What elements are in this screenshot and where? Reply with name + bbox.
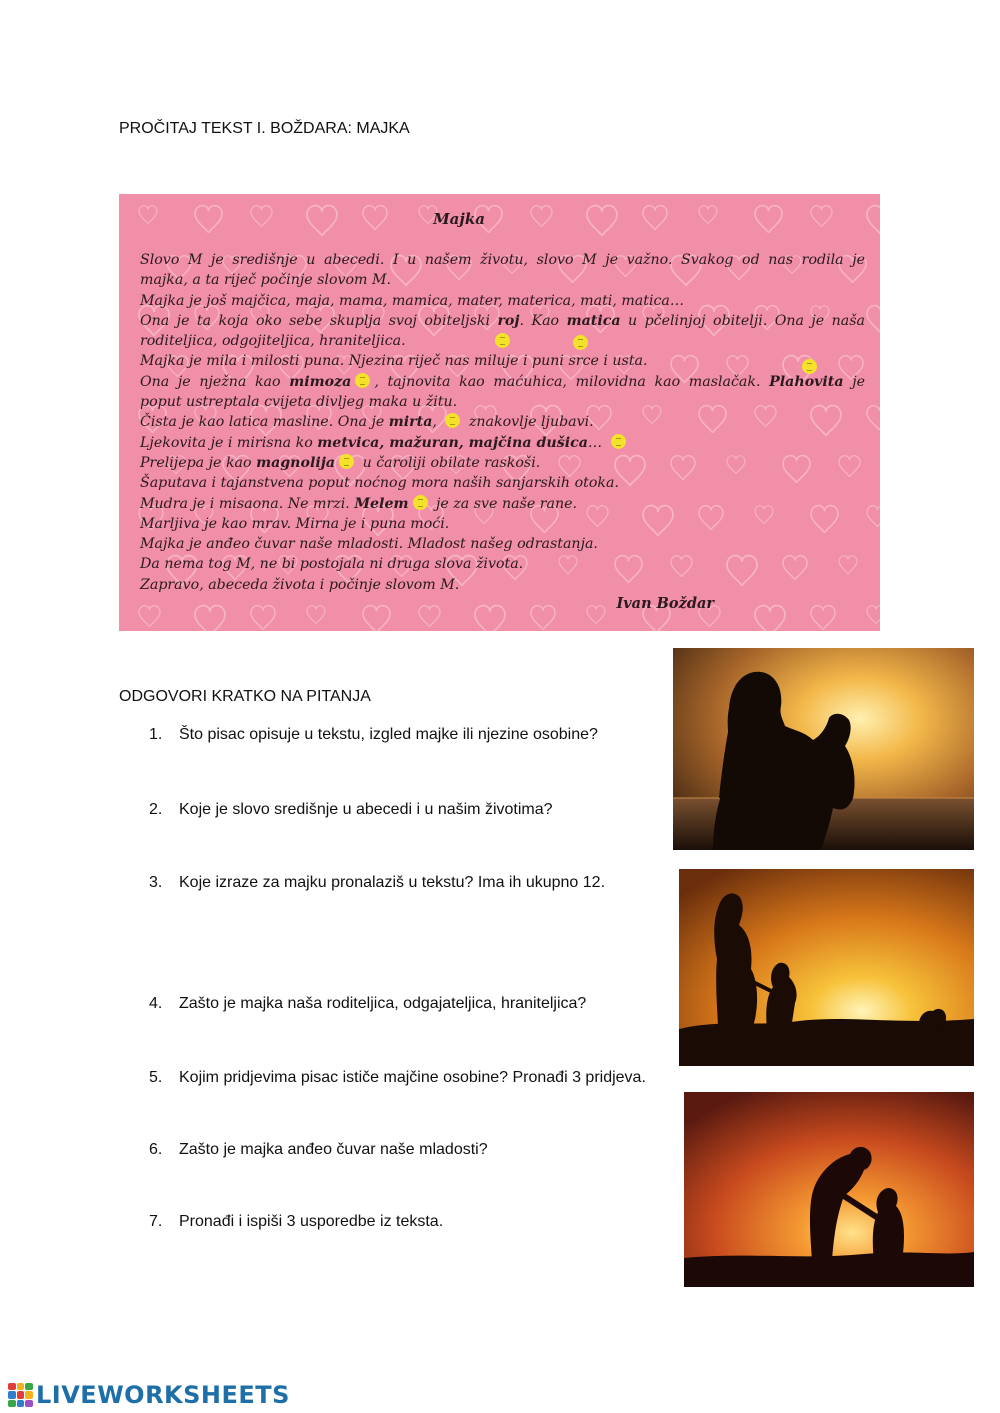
- logo-text: LIVEWORKSHEETS: [36, 1381, 290, 1409]
- poem-line: [140, 250, 865, 270]
- question-text: Zašto je majka naša roditeljica, odgajateljica, hraniteljica?: [179, 995, 587, 1012]
- poem-line: [140, 372, 865, 392]
- heart-decoration: [195, 606, 225, 631]
- mother-child-field-photo: [679, 869, 974, 1066]
- logo-icon: [8, 1383, 33, 1408]
- poem-line: [140, 392, 865, 412]
- poem-text: Marljiva je kao mrav. Mirna je i puna moći.: [140, 515, 450, 532]
- question-text: Koje je slovo središnje u abecedi i u našim životima?: [179, 801, 553, 818]
- heart-decoration: [811, 206, 832, 227]
- question-number: 3.: [149, 874, 163, 891]
- question-text: Što pisac opisuje u tekstu, izgled majke ili njezine osobine?: [179, 726, 598, 743]
- liveworksheets-logo[interactable]: [8, 1380, 290, 1410]
- poem-line: [140, 494, 865, 514]
- question-7: [149, 1213, 443, 1231]
- question-text: Koje izraze za majku pronalaziš u tekstu? Ima ih ukupno 12.: [179, 874, 606, 891]
- heart-decoration: [867, 506, 880, 527]
- poem-line: [140, 412, 865, 432]
- poem-text: majka, a ta riječ počinje slovom M.: [140, 272, 392, 289]
- poem-keyword: mimoza: [289, 373, 352, 390]
- heart-decoration: [867, 206, 880, 236]
- poem-text: Slovo M je središnje u abecedi. I u našem životu, slovo M je važno. Svakog od nas rodila je: [140, 252, 865, 268]
- poem-lines: [140, 250, 865, 595]
- poem-keyword: Melem: [354, 495, 409, 512]
- question-text: Zašto je majka anđeo čuvar naše mladosti?: [179, 1141, 488, 1158]
- poem-keyword: magnolija: [256, 454, 336, 471]
- question-6: [149, 1141, 488, 1159]
- poem-line: [140, 453, 865, 473]
- poem-line: [140, 534, 865, 554]
- heart-decoration: [531, 606, 555, 630]
- poem-text: Zapravo, abeceda života i počinje slovom M.: [140, 576, 460, 593]
- poem-line: [140, 270, 865, 290]
- poem-line: [140, 575, 865, 595]
- poem-text: u pčelinjoj obitelji. Ona je naša: [620, 312, 865, 329]
- poem-text: …: [587, 434, 607, 451]
- question-text: Pronađi i ispiši 3 usporedbe iz teksta.: [179, 1213, 444, 1230]
- poem-text: Čista je kao latica masline. Ona je: [140, 414, 389, 431]
- poem-text: Mudra je i misaona. Ne mrzi.: [140, 495, 355, 512]
- poem-text: Prelijepa je kao: [140, 454, 257, 471]
- answer-dot[interactable]: [802, 359, 817, 374]
- heart-decoration: [307, 606, 325, 624]
- question-number: 4.: [149, 995, 163, 1012]
- poem-keyword: matica: [566, 312, 621, 329]
- poem-text: je: [843, 373, 865, 390]
- poem-text: znakovlje ljubavi.: [464, 414, 594, 431]
- question-1: [149, 726, 598, 744]
- answer-dot[interactable]: [339, 454, 354, 469]
- poem-text: Šaputava i tajanstvena poput noćnog mora naših sanjarskih otoka.: [140, 475, 619, 492]
- poem-text: Ljekovita je i mirisna ko: [140, 434, 318, 451]
- heart-decoration: [419, 606, 440, 627]
- poem-text: Ona je ta koja oko sebe skuplja svoj obiteljski: [140, 312, 498, 329]
- poem-line: [140, 433, 865, 453]
- heart-decoration: [587, 606, 605, 624]
- answer-dot[interactable]: [573, 335, 588, 350]
- question-text: Kojim pridjevima pisac ističe majčine osobine? Pronađi 3 pridjeva.: [179, 1069, 646, 1086]
- heart-decoration: [139, 606, 160, 627]
- poem-keyword: Plahovita: [769, 373, 844, 390]
- heart-decoration: [251, 606, 275, 630]
- questions-heading: ODGOVORI KRATKO NA PITANJA: [119, 688, 371, 705]
- question-2: [149, 801, 553, 819]
- poem-text: Da nema tog M, ne bi postojala ni druga slova života.: [140, 556, 524, 573]
- heart-decoration: [363, 606, 390, 631]
- poem-text: ,: [432, 414, 442, 431]
- question-5: [149, 1069, 646, 1087]
- question-number: 2.: [149, 801, 163, 818]
- poem-text: roditeljica, odgojiteljica, hraniteljica.: [140, 333, 406, 350]
- poem-line: [140, 311, 865, 331]
- poem-text: je za sve naše rane.: [431, 495, 578, 512]
- mother-child-kiss-photo: [684, 1092, 974, 1287]
- poem-line: [140, 514, 865, 534]
- poem-author: Ivan Boždar: [616, 595, 714, 612]
- answer-dot[interactable]: [445, 413, 460, 428]
- poem-text: Majka je mila i milosti puna. Njezina riječ nas miluje i puni srce i usta.: [140, 353, 648, 370]
- poem-line: [140, 291, 865, 311]
- poem-text: . Kao: [519, 312, 567, 329]
- poem-line: [140, 473, 865, 493]
- heart-decoration: [867, 406, 880, 430]
- mother-child-sea-photo: [673, 648, 974, 850]
- question-3: [149, 874, 605, 892]
- answer-dot[interactable]: [495, 333, 510, 348]
- poem-text: poput ustreptala cvijeta divljeg maka u žitu.: [140, 394, 458, 411]
- poem-keyword: metvica, mažuran, majčina dušica: [317, 434, 588, 451]
- poem-line: [140, 351, 865, 371]
- question-number: 6.: [149, 1141, 163, 1158]
- poem-keyword: mirta: [388, 414, 433, 431]
- poem-text: Ona je nježna kao: [140, 373, 290, 390]
- poem-text: u čaroliji obilate raskoši.: [358, 454, 541, 471]
- page-heading: PROČITAJ TEKST I. BOŽDARA: MAJKA: [119, 120, 410, 137]
- answer-dot[interactable]: [611, 434, 626, 449]
- poem-text: , tajnovita kao maćuhica, milovidna kao maslačak.: [374, 373, 770, 390]
- question-4: [149, 995, 586, 1013]
- answer-dot[interactable]: [413, 495, 428, 510]
- question-number: 5.: [149, 1069, 163, 1086]
- poem-keyword: roj: [497, 312, 520, 329]
- question-number: 7.: [149, 1213, 163, 1230]
- heart-decoration: [811, 606, 835, 630]
- heart-decoration: [475, 606, 505, 631]
- answer-dot[interactable]: [355, 373, 370, 388]
- poem-box: [119, 194, 880, 631]
- poem-title: Majka: [433, 210, 485, 228]
- heart-decoration: [755, 606, 785, 631]
- question-number: 1.: [149, 726, 163, 743]
- poem-line: [140, 554, 865, 574]
- poem-text: Majka je još majčica, maja, mama, mamica, mater, materica, mati, matica…: [140, 292, 685, 309]
- heart-decoration: [867, 306, 880, 333]
- heart-decoration: [867, 606, 880, 624]
- poem-text: Majka je anđeo čuvar naše mladosti. Mladost našeg odrastanja.: [140, 536, 598, 553]
